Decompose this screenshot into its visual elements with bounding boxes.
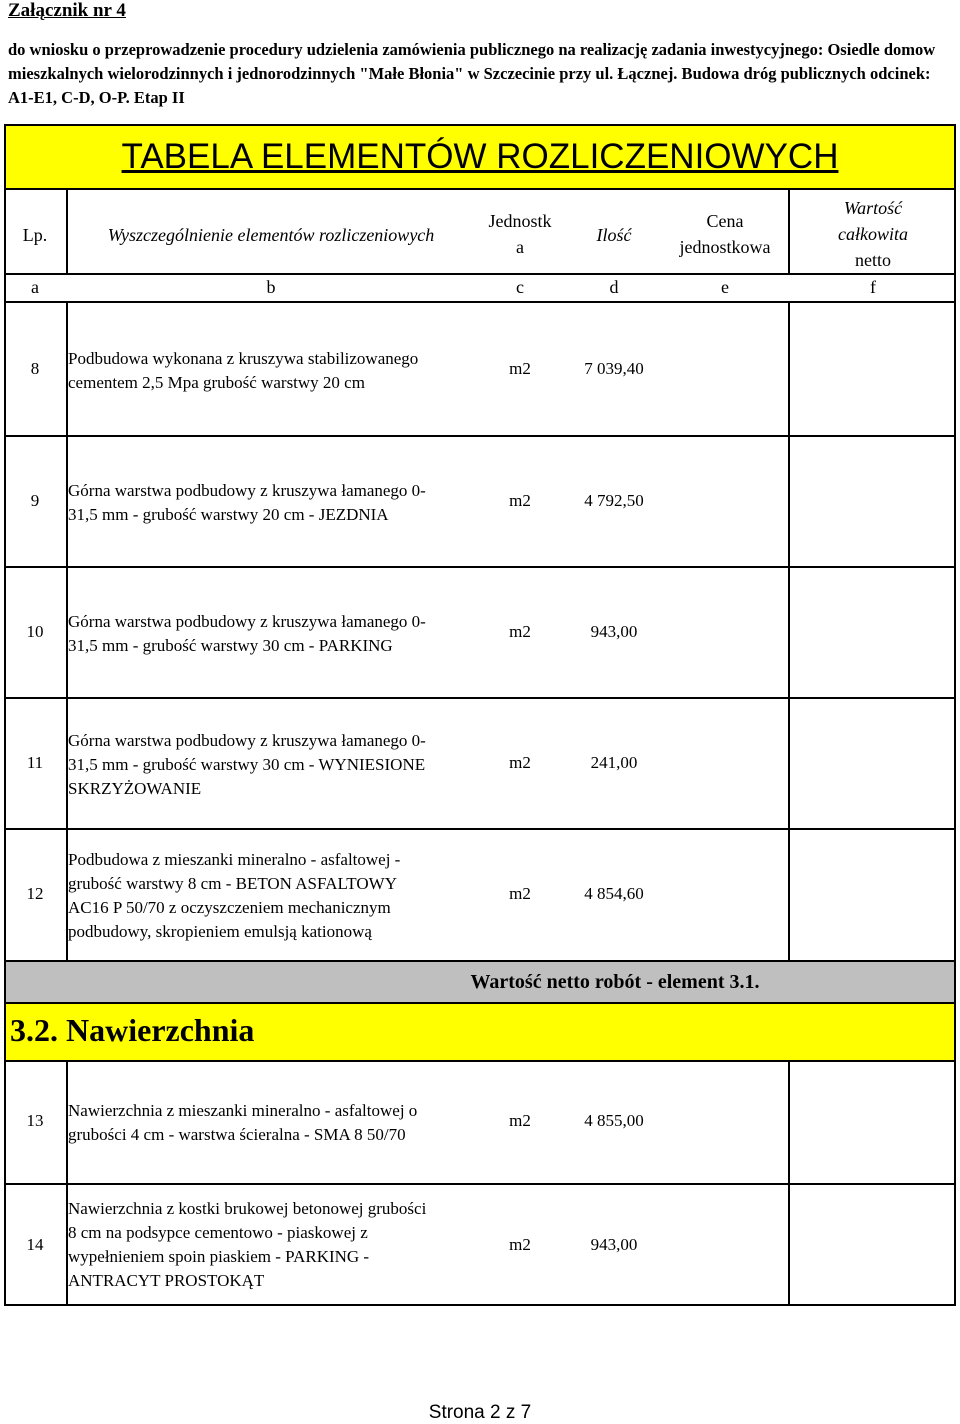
row-description-line: 31,5 mm - grubość warstwy 30 cm - PARKING	[68, 636, 393, 655]
row-lp: 13	[26, 1111, 44, 1130]
row-description-line: grubości 4 cm - warstwa ścieralna - SMA 8 50/70	[68, 1125, 406, 1144]
row-separator	[4, 435, 956, 437]
intro-text: do wniosku o przeprowadzenie procedury udzielenia zamówienia publicznego na realizację zadania inwestycyjnego: Osiedle domow mieszkalnych wielorodzinnych i jednorodzinnych "Małe Błonia" w Szczecinie przy ul. Łącznej. Budowa dróg publicznych odcinek: A1-E1, C-D, O-P. Etap II	[8, 40, 936, 107]
row-description-line: Górna warstwa podbudowy z kruszywa łamanego 0-	[68, 481, 426, 500]
letter-row-bottom-border	[4, 301, 956, 303]
section-title: 3.2. Nawierzchnia	[10, 1012, 255, 1048]
row-description-line: 31,5 mm - grubość warstwy 30 cm - WYNIESIONE	[68, 755, 426, 774]
header-top-border	[4, 188, 956, 190]
row-quantity: 943,00	[590, 622, 638, 641]
row-quantity: 7 039,40	[584, 359, 644, 378]
row-lp: 8	[30, 359, 40, 378]
letter-c: c	[516, 277, 524, 297]
row-lp: 14	[26, 1235, 44, 1254]
row-lp: 10	[26, 622, 44, 641]
col-border-total	[788, 301, 790, 962]
row-description-line: AC16 P 50/70 z oczyszczeniem mechanicznym	[68, 898, 391, 917]
header-total	[790, 195, 956, 273]
row-description	[68, 1197, 474, 1293]
page-number: Strona 2 z 7	[428, 1402, 532, 1423]
letter-row-top-border	[4, 273, 956, 275]
row-unit: m2	[509, 884, 531, 903]
row-description	[68, 347, 474, 395]
row-description	[68, 848, 474, 944]
header-unit	[474, 208, 566, 260]
row-unit: m2	[509, 491, 531, 510]
header-total-line1: Wartość	[843, 198, 903, 218]
row-description-line: grubość warstwy 8 cm - BETON ASFALTOWY	[68, 874, 397, 893]
col-border-right	[954, 188, 956, 962]
row-unit: m2	[509, 622, 531, 641]
col-border-lp-header	[66, 188, 68, 273]
header-total-line3: netto	[855, 250, 891, 270]
row-description-line: SKRZYŻOWANIE	[68, 779, 202, 798]
subtotal-border-right	[954, 962, 956, 1004]
row-description	[68, 1099, 474, 1147]
row-description	[68, 479, 474, 527]
row-description-line: Górna warstwa podbudowy z kruszywa łamanego 0-	[68, 612, 426, 631]
letter-a: a	[31, 277, 39, 297]
table-bottom-border	[4, 1304, 956, 1306]
row-description-line: cementem 2,5 Mpa grubość warstwy 20 cm	[68, 373, 365, 392]
header-unit-line2: a	[516, 237, 524, 257]
row-unit: m2	[509, 359, 531, 378]
row-quantity: 4 855,00	[584, 1111, 644, 1130]
row-separator	[4, 1183, 956, 1185]
row-separator	[4, 566, 956, 568]
row-lp: 12	[26, 884, 44, 903]
header-lp: Lp.	[22, 225, 48, 245]
row-quantity: 943,00	[590, 1235, 638, 1254]
table-title: TABELA ELEMENTÓW ROZLICZENIOWYCH	[121, 137, 839, 176]
letter-f: f	[870, 277, 876, 297]
col-border-total-header	[788, 188, 790, 273]
row-description	[68, 610, 474, 658]
row-lp: 9	[30, 491, 40, 510]
row-description-line: Podbudowa z mieszanki mineralno - asfaltowej -	[68, 850, 401, 869]
header-unit-line1: Jednostk	[488, 211, 552, 231]
subtotal-border-left	[4, 962, 6, 1004]
row-description-line: 31,5 mm - grubość warstwy 20 cm - JEZDNIA	[68, 505, 389, 524]
subtotal-label: Wartość netto robót - element 3.1.	[470, 971, 760, 993]
row-description-line: Górna warstwa podbudowy z kruszywa łamanego 0-	[68, 731, 426, 750]
header-total-line2: całkowita	[838, 224, 908, 244]
row-description-line: Podbudowa wykonana z kruszywa stabilizowanego	[68, 349, 419, 368]
row-lp: 11	[26, 753, 44, 772]
row-quantity: 4 792,50	[584, 491, 644, 510]
row-description-line: ANTRACYT PROSTOKĄT	[68, 1271, 265, 1290]
header-unit-price-line1: Cena	[706, 211, 744, 231]
row-quantity: 4 854,60	[584, 884, 644, 903]
row-description-line: 8 cm na podsypce cementowo - piaskowej z	[68, 1223, 368, 1242]
row-description	[68, 729, 474, 801]
letter-d: d	[609, 277, 619, 297]
row-description-line: podbudowy, skropieniem emulsją kationową	[68, 922, 372, 941]
header-unit-price	[660, 208, 790, 260]
header-quantity: Ilość	[596, 225, 632, 245]
attachment-title: Załącznik nr 4	[8, 0, 126, 21]
row-unit: m2	[509, 1235, 531, 1254]
row-description-line: Nawierzchnia z kostki brukowej betonowej grubości	[68, 1199, 427, 1218]
letter-b: b	[266, 277, 276, 297]
row-description-line: Nawierzchnia z mieszanki mineralno - asfaltowej o	[68, 1101, 418, 1120]
row-unit: m2	[509, 1111, 531, 1130]
col-border-left	[4, 188, 6, 962]
row-unit: m2	[509, 753, 531, 772]
row-quantity: 241,00	[590, 753, 638, 772]
row-description-line: wypełnieniem spoin piaskiem - PARKING -	[68, 1247, 370, 1266]
letter-e: e	[721, 277, 729, 297]
header-description: Wyszczególnienie elementów rozliczeniowych	[107, 225, 435, 245]
row-separator	[4, 697, 956, 699]
row-separator	[4, 828, 956, 830]
header-unit-price-line2: jednostkowa	[679, 237, 771, 257]
